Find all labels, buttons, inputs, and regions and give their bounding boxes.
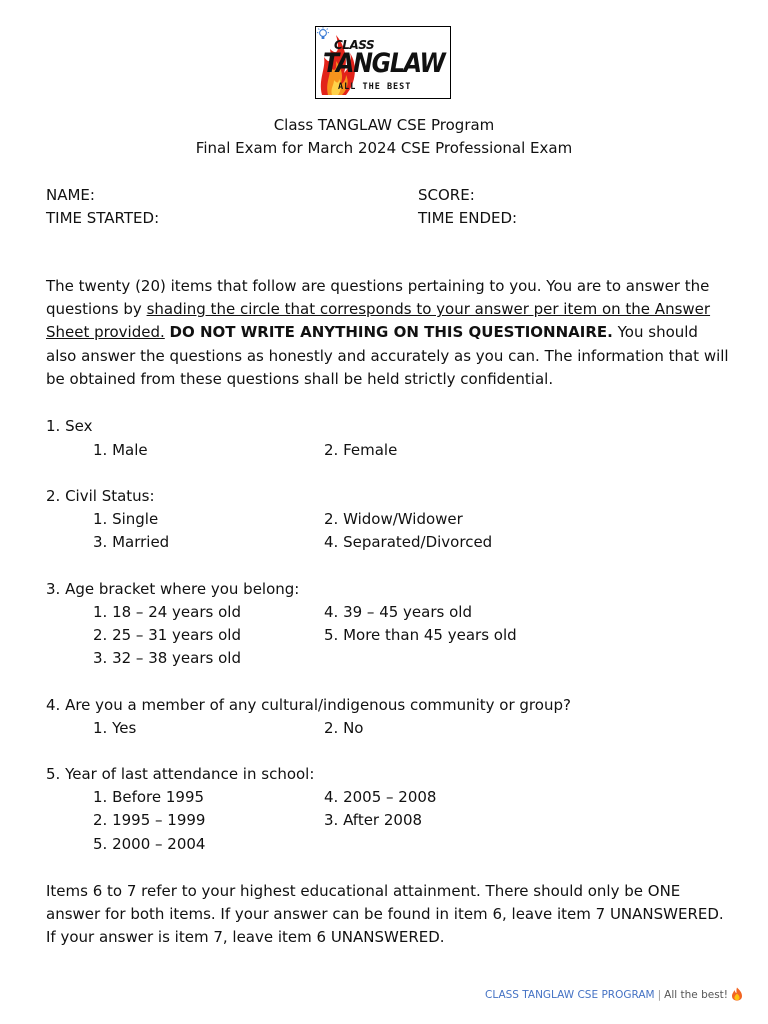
time-ended-label: TIME ENDED: [418, 209, 518, 227]
option-item: 1. 18 – 24 years old [93, 603, 241, 621]
option-item: 5. 2000 – 2004 [93, 835, 206, 853]
question-title: 4. Are you a member of any cultural/indigenous community or group? [46, 696, 571, 714]
logo-class-text: CLASS [334, 38, 375, 52]
program-title: Class TANGLAW CSE Program [273, 116, 495, 134]
logo-tanglaw-text: TANGLAW [323, 48, 445, 79]
flame-icon [731, 987, 743, 1001]
option-item: 3. 32 – 38 years old [93, 649, 241, 667]
option-item: 2. Widow/Widower [324, 510, 463, 528]
option-item: 2. Female [324, 441, 398, 459]
footer-separator: | [657, 989, 662, 1001]
instructions-text-1: The twenty (20) items that follow are questions pertaining to you. You are to answer the questions by [46, 277, 710, 319]
instructions-warning: DO NOT WRITE ANYTHING ON THIS QUESTIONNAIRE. [169, 323, 613, 342]
question-title: 5. Year of last attendance in school: [46, 765, 315, 783]
option-item: 2. 25 – 31 years old [93, 626, 241, 644]
instructions-underlined: shading the circle that corresponds to your answer per item on the Answer Sheet provided. [46, 300, 711, 342]
score-field-label: SCORE: [418, 186, 475, 204]
class-tanglaw-logo [315, 26, 451, 99]
option-item: 1. Single [93, 510, 159, 528]
exam-title: Final Exam for March 2024 CSE Professional Exam [195, 139, 573, 157]
option-item: 1. Yes [93, 719, 137, 737]
footer-tagline: All the best! [664, 989, 728, 1001]
logo-tagline: ALL THE BEST [338, 82, 412, 92]
option-item: 2. No [324, 719, 364, 737]
question-title: 2. Civil Status: [46, 487, 155, 505]
question-title: 1. Sex [46, 417, 93, 435]
option-item: 4. 2005 – 2008 [324, 788, 437, 806]
option-item: 1. Before 1995 [93, 788, 205, 806]
option-item: 4. 39 – 45 years old [324, 603, 472, 621]
time-started-label: TIME STARTED: [46, 209, 160, 227]
option-item: 2. 1995 – 1999 [93, 811, 206, 829]
option-item: 1. Male [93, 441, 148, 459]
option-item: 3. After 2008 [324, 811, 423, 829]
lightbulb-icon [316, 27, 330, 43]
question-title: 3. Age bracket where you belong: [46, 580, 300, 598]
items-6-7-note: Items 6 to 7 refer to your highest educational attainment. There should only be ONE answer for both items. If your answer can be found in item 6, leave item 7 UNANSWERED. If your answer is item 7, leave item 6 UNANSWERED. [46, 882, 724, 947]
option-item: 5. More than 45 years old [324, 626, 517, 644]
instructions-text-2: You should also answer the questions as honestly and accurately as you can. The information that will be obtained from these questions shall be held strictly confidential. [46, 323, 729, 388]
instructions-paragraph [46, 275, 730, 391]
footer-program: CLASS TANGLAW CSE PROGRAM [485, 989, 655, 1001]
page-footer [485, 987, 743, 1001]
option-item: 4. Separated/Divorced [324, 533, 493, 551]
name-field-label: NAME: [46, 186, 95, 204]
option-item: 3. Married [93, 533, 170, 551]
